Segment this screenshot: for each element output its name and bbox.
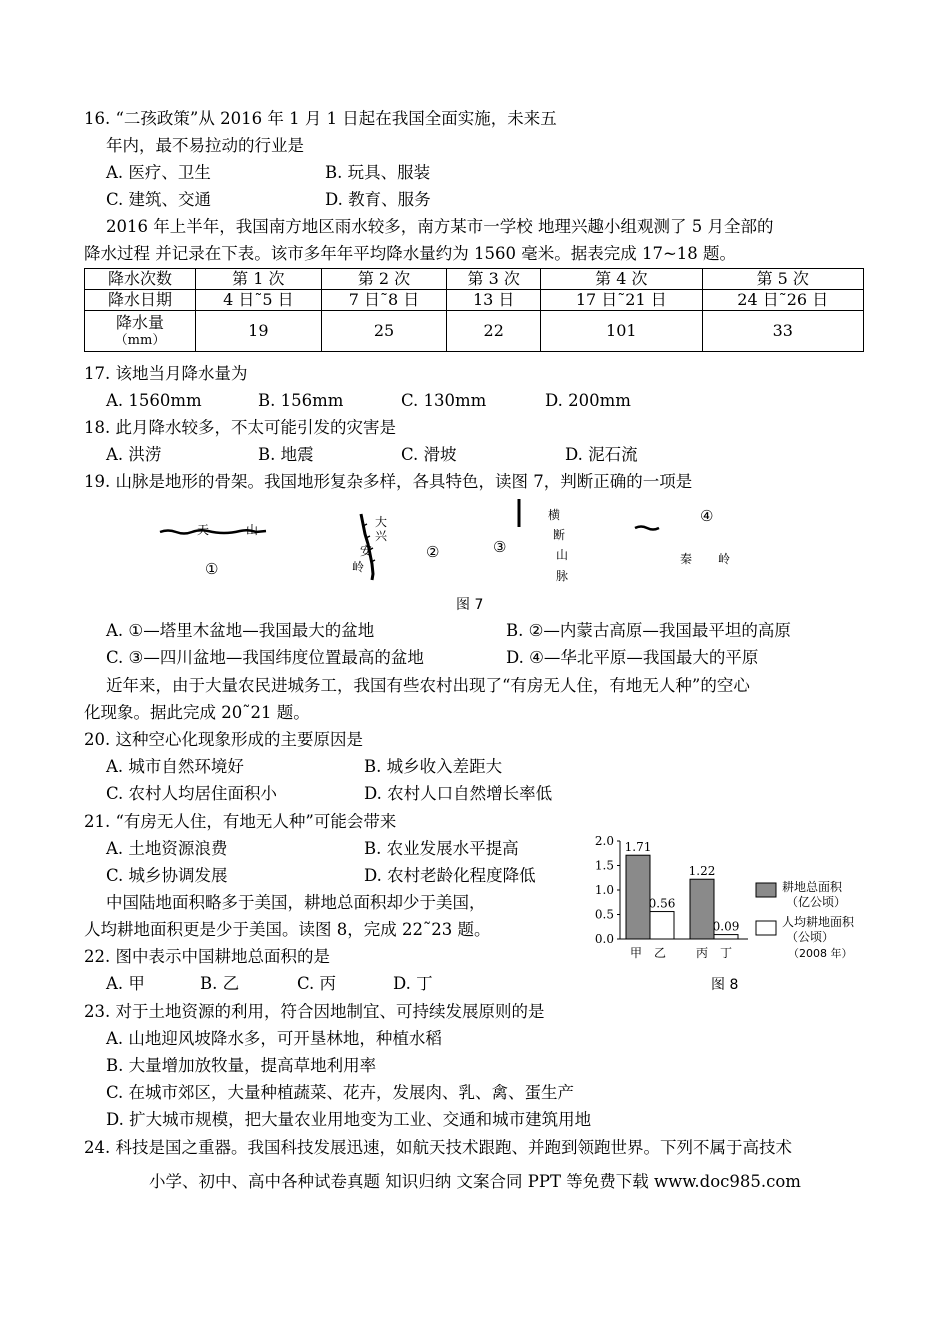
q16-option-b: B. 玩具、服装 xyxy=(325,163,431,182)
q17-stem: 17. 该地当月降水量为 xyxy=(84,364,248,383)
map-label-qinling-1: 秦 xyxy=(680,552,693,566)
intro22-line2: 人均耕地面积更是少于美国。读图 8，完成 22˜23 题。 xyxy=(84,920,491,939)
q23-option-c: C. 在城市郊区，大量种植蔬菜、花卉，发展肉、乳、禽、蛋生产 xyxy=(106,1083,575,1102)
q22-option-d: D. 丁 xyxy=(393,974,433,993)
bar-value-label: 1.71 xyxy=(624,840,652,855)
q22-stem: 22. 图中表示中国耕地总面积的是 xyxy=(84,947,330,966)
y-tick-label: 1.0 xyxy=(594,883,614,897)
y-tick-label: 1.5 xyxy=(594,858,614,873)
amount-unit: （mm） xyxy=(114,333,166,348)
table-cell: 7 日˜8 日 xyxy=(321,290,447,311)
map-label-tianshan-2: 山 xyxy=(246,523,259,537)
bar-value-label: 1.22 xyxy=(688,864,716,879)
intro20-line2: 化现象。据此完成 20˜21 题。 xyxy=(84,703,310,722)
q23-option-d: D. 扩大城市规模，把大量农业用地变为工业、交通和城市建筑用地 xyxy=(106,1110,592,1129)
table-cell: 第 5 次 xyxy=(702,269,863,290)
q19-option-b: B. ②—内蒙古高原—我国最平坦的高原 xyxy=(506,621,791,640)
q16-option-d: D. 教育、服务 xyxy=(325,190,431,209)
table-cell: 第 2 次 xyxy=(321,269,447,290)
q18-option-d: D. 泥石流 xyxy=(565,445,638,464)
x-category-label: 甲 xyxy=(629,946,643,960)
legend-year-note: （2008 年） xyxy=(788,947,853,960)
q16-stem-line1: 16. “二孩政策”从 2016 年 1 月 1 日起在我国全面实施，未来五 xyxy=(84,109,557,128)
amount-label: 降水量 xyxy=(115,313,164,332)
q16-option-a: A. 医疗、卫生 xyxy=(106,163,211,182)
map-label-qinling-2: 岭 xyxy=(718,552,731,566)
x-category-label: 乙 xyxy=(653,946,667,960)
table-cell: 降水日期 xyxy=(85,290,196,311)
q17-option-b: B. 156mm xyxy=(258,391,344,410)
legend-unit-percapita: （公顷） xyxy=(786,930,835,944)
x-category-label: 丙 xyxy=(695,946,709,960)
figure-7-caption: 图 7 xyxy=(456,597,484,613)
q18-option-a: A. 洪涝 xyxy=(106,445,162,464)
table-cell: 101 xyxy=(541,311,702,352)
q19-stem: 19. 山脉是地形的骨架。我国地形复杂多样，各具特色，读图 7，判断正确的一项是 xyxy=(84,472,693,491)
map-label-hengduan-3: 山 xyxy=(556,548,569,562)
map-label-daxinganling-4: 岭 xyxy=(352,560,365,574)
legend-label-percapita: 人均耕地面积 xyxy=(782,915,855,929)
map-label-hengduan-4: 脉 xyxy=(556,569,569,583)
table-cell xyxy=(85,311,196,352)
table-cell: 33 xyxy=(702,311,863,352)
q22-option-b: B. 乙 xyxy=(200,974,240,993)
table-row xyxy=(85,269,864,290)
y-tick-label: 0.0 xyxy=(594,932,614,946)
intro17-line1: 2016 年上半年，我国南方地区雨水较多，南方某市一学校 地理兴趣小组观测了 5 月全部的 xyxy=(106,217,774,236)
footer-download-note: 小学、初中、高中各种试卷真题 知识归纳 文案合同 PPT 等免费下载 www.doc985.com xyxy=(149,1172,801,1191)
intro20-line1: 近年来，由于大量农民进城务工，我国有些农村出现了“有房无人住，有地无人种”的空心 xyxy=(106,676,750,695)
map-label-tianshan-1: 天 xyxy=(197,523,210,537)
bar-丁 xyxy=(714,935,738,939)
table-cell: 第 3 次 xyxy=(447,269,541,290)
map-number-1: ① xyxy=(205,560,219,578)
map-label-daxinganling-1: 大 xyxy=(375,515,388,529)
q18-stem: 18. 此月降水较多，不太可能引发的灾害是 xyxy=(84,418,396,437)
figure-8-chart xyxy=(580,825,880,995)
intro17-line2: 降水过程 并记录在下表。该市多年年平均降水量约为 1560 毫米。据表完成 17~18 题。 xyxy=(84,244,737,263)
bar-value-label: 0.09 xyxy=(712,919,740,934)
q18-option-b: B. 地震 xyxy=(258,445,314,464)
q24-stem: 24. 科技是国之重器。我国科技发展迅速，如航天技术跟跑、并跑到领跑世界。下列不属于高技术 xyxy=(84,1138,792,1157)
table-cell: 25 xyxy=(321,311,447,352)
q21-stem: 21. “有房无人住，有地无人种”可能会带来 xyxy=(84,812,397,831)
qinling-line xyxy=(633,523,663,533)
x-category-label: 丁 xyxy=(719,946,733,960)
legend-label-total: 耕地总面积 xyxy=(782,880,843,894)
table-cell: 19 xyxy=(196,311,322,352)
q19-option-a: A. ①—塔里木盆地—我国最大的盆地 xyxy=(106,621,375,640)
table-row xyxy=(85,290,864,311)
legend-swatch-total xyxy=(756,883,776,897)
bar-乙 xyxy=(650,912,674,939)
q22-option-c: C. 丙 xyxy=(297,974,337,993)
q19-option-d: D. ④—华北平原—我国最大的平原 xyxy=(506,648,759,667)
q23-stem: 23. 对于土地资源的利用，符合因地制宜、可持续发展原则的是 xyxy=(84,1002,545,1021)
q20-option-d: D. 农村人口自然增长率低 xyxy=(364,784,553,803)
q16-stem-line2: 年内，最不易拉动的行业是 xyxy=(106,136,304,155)
table-cell: 24 日˜26 日 xyxy=(702,290,863,311)
rainfall-table xyxy=(84,268,864,352)
q17-option-a: A. 1560mm xyxy=(106,391,202,410)
table-cell: 17 日˜21 日 xyxy=(541,290,702,311)
q20-option-a: A. 城市自然环境好 xyxy=(106,757,244,776)
figure-8-caption: 图 8 xyxy=(711,977,739,993)
q21-option-b: B. 农业发展水平提高 xyxy=(364,839,519,858)
bar-value-label: 0.56 xyxy=(648,896,676,911)
map-number-2: ② xyxy=(426,543,440,561)
hengduan-line xyxy=(514,497,524,529)
table-cell: 降水次数 xyxy=(85,269,196,290)
map-number-3: ③ xyxy=(493,538,507,556)
table-row xyxy=(85,311,864,352)
q21-option-a: A. 土地资源浪费 xyxy=(106,839,228,858)
q19-option-c: C. ③—四川盆地—我国纬度位置最高的盆地 xyxy=(106,648,424,667)
map-label-hengduan-1: 横 xyxy=(548,508,561,522)
table-cell: 第 1 次 xyxy=(196,269,322,290)
q21-option-c: C. 城乡协调发展 xyxy=(106,866,228,885)
map-label-daxinganling-2: 兴 xyxy=(375,529,388,543)
bar-甲 xyxy=(626,855,650,939)
q17-option-d: D. 200mm xyxy=(545,391,631,410)
map-label-hengduan-2: 断 xyxy=(553,528,566,542)
legend-unit-total: （亿公顷） xyxy=(786,895,847,909)
y-tick-label: 0.5 xyxy=(594,907,614,922)
y-tick-label: 2.0 xyxy=(594,834,614,848)
legend-swatch-percapita xyxy=(756,921,776,935)
q17-option-c: C. 130mm xyxy=(401,391,487,410)
table-cell: 22 xyxy=(447,311,541,352)
map-number-4: ④ xyxy=(700,507,714,525)
q23-option-a: A. 山地迎风坡降水多，可开垦林地，种植水稻 xyxy=(106,1029,442,1048)
q20-stem: 20. 这种空心化现象形成的主要原因是 xyxy=(84,730,363,749)
q20-option-b: B. 城乡收入差距大 xyxy=(364,757,503,776)
table-cell: 第 4 次 xyxy=(541,269,702,290)
q22-option-a: A. 甲 xyxy=(106,974,145,993)
q18-option-c: C. 滑坡 xyxy=(401,445,457,464)
bar-丙 xyxy=(690,879,714,939)
q23-option-b: B. 大量增加放牧量，提高草地利用率 xyxy=(106,1056,377,1075)
map-label-daxinganling-3: 安 xyxy=(360,544,373,558)
q16-option-c: C. 建筑、交通 xyxy=(106,190,212,209)
intro22-line1: 中国陆地面积略多于美国，耕地总面积却少于美国， xyxy=(106,893,486,912)
table-cell: 13 日 xyxy=(447,290,541,311)
table-cell: 4 日˜5 日 xyxy=(196,290,322,311)
q20-option-c: C. 农村人均居住面积小 xyxy=(106,784,278,803)
q21-option-d: D. 农村老龄化程度降低 xyxy=(364,866,536,885)
